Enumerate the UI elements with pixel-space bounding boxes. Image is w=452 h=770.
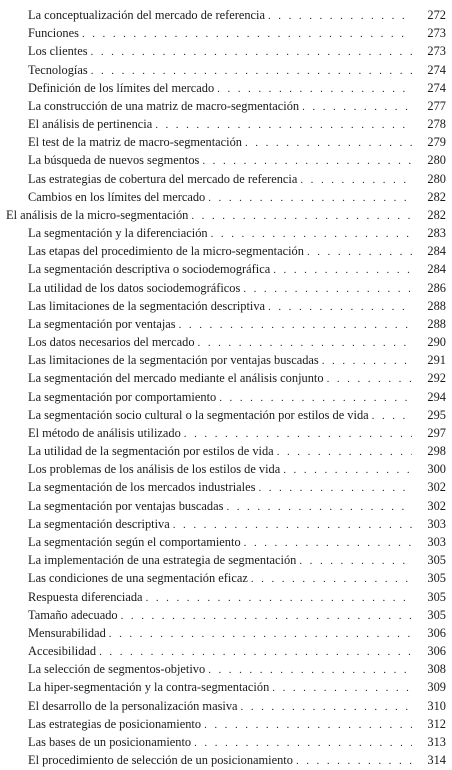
toc-entry-line	[28, 388, 452, 406]
toc-entry-title: La segmentación según el comportamiento	[28, 533, 244, 551]
toc-subsection-entry	[0, 369, 452, 387]
toc-page-number: 278	[412, 115, 452, 133]
toc-entry-title: Accesibilidad	[28, 642, 99, 660]
toc-entry-title: Las limitaciones de la segmentación descriptiva	[28, 297, 268, 315]
dot-leader	[208, 189, 412, 207]
toc-entry-line	[28, 133, 452, 151]
toc-entry-line	[28, 297, 452, 315]
toc-subsection-entry	[0, 61, 452, 79]
toc-entry-line	[28, 733, 452, 751]
toc-entry-line	[28, 224, 452, 242]
dot-leader	[191, 207, 412, 225]
toc-subsection-entry	[0, 751, 452, 769]
toc-entry-line	[28, 170, 452, 188]
toc-subsection-entry	[0, 388, 452, 406]
toc-entry-title: El análisis de pertinencia	[28, 115, 155, 133]
toc-subsection-entry	[0, 460, 452, 478]
toc-entry-line	[28, 151, 452, 169]
toc-subsection-entry	[0, 588, 452, 606]
toc-entry-line	[28, 478, 452, 496]
toc-entry-title: Las limitaciones de la segmentación por ventajas buscadas	[28, 351, 322, 369]
toc-entry-title: La construcción de una matriz de macro-segmentación	[28, 97, 302, 115]
toc-subsection-entry	[0, 715, 452, 733]
dot-leader	[243, 280, 412, 298]
table-of-contents	[0, 6, 452, 769]
toc-page-number: 314	[412, 751, 452, 769]
toc-entry-title: La segmentación por ventajas	[28, 315, 179, 333]
toc-page-number: 282	[412, 206, 452, 224]
toc-page-number: 280	[412, 170, 452, 188]
toc-entry-line	[28, 678, 452, 696]
toc-entry-line	[28, 406, 452, 424]
dot-leader	[273, 261, 412, 279]
toc-entry-title: Tamaño adecuado	[28, 606, 121, 624]
toc-entry-title: La segmentación y la diferenciación	[28, 224, 211, 242]
toc-entry-line	[28, 279, 452, 297]
toc-entry-line	[28, 424, 452, 442]
dot-leader	[121, 607, 412, 625]
toc-entry-line	[28, 260, 452, 278]
dot-leader	[268, 298, 412, 316]
toc-entry-line	[28, 6, 452, 24]
dot-leader	[204, 716, 412, 734]
toc-entry-line	[28, 569, 452, 587]
dot-leader	[179, 316, 412, 334]
toc-entry-line	[28, 697, 452, 715]
toc-subsection-entry	[0, 733, 452, 751]
toc-subsection-entry	[0, 315, 452, 333]
toc-entry-line	[28, 460, 452, 478]
toc-subsection-entry	[0, 188, 452, 206]
dot-leader	[146, 589, 412, 607]
toc-entry-line	[28, 79, 452, 97]
toc-entry-line	[28, 97, 452, 115]
dot-leader	[277, 443, 412, 461]
toc-entry-title: Los problemas de los análisis de los estilos de vida	[28, 460, 283, 478]
toc-page-number: 295	[412, 406, 452, 424]
dot-leader	[300, 171, 412, 189]
dot-leader	[99, 643, 412, 661]
toc-entry-line	[6, 206, 452, 224]
toc-entry-line	[28, 642, 452, 660]
toc-page-number: 284	[412, 260, 452, 278]
toc-entry-title: El análisis de la micro-segmentación	[6, 206, 191, 224]
dot-leader	[372, 407, 412, 425]
dot-leader	[327, 370, 412, 388]
toc-entry-title: Respuesta diferenciada	[28, 588, 146, 606]
dot-leader	[244, 534, 412, 552]
toc-subsection-entry	[0, 551, 452, 569]
toc-entry-title: La segmentación del mercado mediante el análisis conjunto	[28, 369, 327, 387]
toc-entry-line	[28, 188, 452, 206]
toc-entry-line	[28, 242, 452, 260]
toc-entry-line	[28, 369, 452, 387]
dot-leader	[173, 516, 412, 534]
toc-page-number: 312	[412, 715, 452, 733]
dot-leader	[307, 243, 412, 261]
toc-subsection-entry	[0, 297, 452, 315]
toc-page-number: 288	[412, 315, 452, 333]
toc-entry-title: La selección de segmentos-objetivo	[28, 660, 208, 678]
dot-leader	[219, 389, 412, 407]
dot-leader	[208, 661, 412, 679]
toc-subsection-entry	[0, 515, 452, 533]
toc-entry-title: La utilidad de los datos sociodemográficos	[28, 279, 243, 297]
toc-subsection-entry	[0, 260, 452, 278]
toc-subsection-entry	[0, 151, 452, 169]
toc-page-number: 305	[412, 606, 452, 624]
toc-subsection-entry	[0, 424, 452, 442]
toc-entry-line	[28, 497, 452, 515]
toc-entry-title: La hiper-segmentación y la contra-segmentación	[28, 678, 272, 696]
toc-entry-title: Las condiciones de una segmentación eficaz	[28, 569, 251, 587]
dot-leader	[82, 25, 412, 43]
toc-subsection-entry	[0, 115, 452, 133]
dot-leader	[226, 498, 412, 516]
toc-entry-line	[28, 551, 452, 569]
toc-entry-line	[28, 533, 452, 551]
toc-page-number: 297	[412, 424, 452, 442]
toc-subsection-entry	[0, 697, 452, 715]
toc-subsection-entry	[0, 133, 452, 151]
toc-subsection-entry	[0, 224, 452, 242]
toc-page-number: 309	[412, 678, 452, 696]
toc-page-number: 306	[412, 624, 452, 642]
dot-leader	[258, 479, 412, 497]
toc-entry-title: La segmentación descriptiva	[28, 515, 173, 533]
toc-page-number: 294	[412, 388, 452, 406]
dot-leader	[217, 80, 412, 98]
dot-leader	[211, 225, 412, 243]
toc-entry-title: Funciones	[28, 24, 82, 42]
toc-entry-line	[28, 42, 452, 60]
toc-entry-line	[28, 606, 452, 624]
toc-entry-title: El método de análisis utilizado	[28, 424, 184, 442]
dot-leader	[155, 116, 412, 134]
dot-leader	[202, 152, 412, 170]
toc-page-number: 273	[412, 42, 452, 60]
toc-entry-title: El desarrollo de la personalización masiva	[28, 697, 241, 715]
dot-leader	[91, 62, 412, 80]
toc-page-number: 308	[412, 660, 452, 678]
toc-entry-line	[28, 115, 452, 133]
toc-entry-title: La segmentación descriptiva o sociodemográfica	[28, 260, 273, 278]
dot-leader	[194, 734, 412, 752]
toc-subsection-entry	[0, 442, 452, 460]
toc-entry-line	[28, 751, 452, 769]
toc-page-number: 298	[412, 442, 452, 460]
toc-page-number: 303	[412, 515, 452, 533]
toc-entry-title: La segmentación de los mercados industriales	[28, 478, 258, 496]
toc-entry-line	[28, 351, 452, 369]
dot-leader	[109, 625, 412, 643]
toc-page-number: 274	[412, 79, 452, 97]
toc-entry-title: Las estrategias de cobertura del mercado de referencia	[28, 170, 300, 188]
toc-entry-line	[28, 315, 452, 333]
toc-page-number: 306	[412, 642, 452, 660]
toc-entry-title: Las estrategias de posicionamiento	[28, 715, 204, 733]
toc-entry-line	[28, 715, 452, 733]
toc-subsection-entry	[0, 351, 452, 369]
toc-page-number: 283	[412, 224, 452, 242]
dot-leader	[241, 698, 412, 716]
toc-page-number: 305	[412, 588, 452, 606]
toc-subsection-entry	[0, 497, 452, 515]
toc-subsection-entry	[0, 406, 452, 424]
toc-entry-line	[28, 588, 452, 606]
toc-page-number: 282	[412, 188, 452, 206]
toc-subsection-entry	[0, 6, 452, 24]
toc-page-number: 288	[412, 297, 452, 315]
toc-entry-title: Los datos necesarios del mercado	[28, 333, 198, 351]
toc-page-number: 310	[412, 697, 452, 715]
toc-subsection-entry	[0, 624, 452, 642]
toc-entry-title: La utilidad de la segmentación por estilos de vida	[28, 442, 277, 460]
toc-page-number: 284	[412, 242, 452, 260]
toc-subsection-entry	[0, 569, 452, 587]
toc-page-number: 302	[412, 478, 452, 496]
toc-subsection-entry	[0, 678, 452, 696]
toc-page-number: 302	[412, 497, 452, 515]
dot-leader	[299, 552, 412, 570]
toc-page-number: 280	[412, 151, 452, 169]
toc-entry-line	[28, 333, 452, 351]
toc-subsection-entry	[0, 24, 452, 42]
dot-leader	[251, 570, 412, 588]
toc-subsection-entry	[0, 42, 452, 60]
toc-subsection-entry	[0, 533, 452, 551]
dot-leader	[184, 425, 412, 443]
toc-page-number: 273	[412, 24, 452, 42]
toc-subsection-entry	[0, 97, 452, 115]
dot-leader	[302, 98, 412, 116]
toc-subsection-entry	[0, 333, 452, 351]
toc-entry-title: La conceptualización del mercado de referencia	[28, 6, 268, 24]
dot-leader	[296, 752, 412, 770]
dot-leader	[198, 334, 412, 352]
toc-subsection-entry	[0, 79, 452, 97]
toc-entry-title: Los clientes	[28, 42, 91, 60]
toc-page-number: 300	[412, 460, 452, 478]
toc-page-number: 292	[412, 369, 452, 387]
toc-subsection-entry	[0, 642, 452, 660]
dot-leader	[91, 43, 412, 61]
toc-page-number: 305	[412, 569, 452, 587]
dot-leader	[268, 7, 412, 25]
dot-leader	[283, 461, 412, 479]
toc-entry-title: El test de la matriz de macro-segmentación	[28, 133, 245, 151]
toc-entry-line	[28, 624, 452, 642]
toc-entry-line	[28, 515, 452, 533]
toc-entry-line	[28, 442, 452, 460]
toc-page-number: 313	[412, 733, 452, 751]
toc-entry-title: La segmentación por comportamiento	[28, 388, 219, 406]
toc-page-number: 279	[412, 133, 452, 151]
toc-subsection-entry	[0, 279, 452, 297]
toc-page-number: 277	[412, 97, 452, 115]
toc-page-number: 286	[412, 279, 452, 297]
toc-subsection-entry	[0, 606, 452, 624]
toc-page-number: 305	[412, 551, 452, 569]
toc-entry-title: El procedimiento de selección de un posicionamiento	[28, 751, 296, 769]
dot-leader	[272, 679, 412, 697]
toc-page-number: 291	[412, 351, 452, 369]
toc-entry-title: Definición de los límites del mercado	[28, 79, 217, 97]
toc-page-number: 274	[412, 61, 452, 79]
toc-entry-title: La implementación de una estrategia de segmentación	[28, 551, 299, 569]
toc-subsection-entry	[0, 170, 452, 188]
dot-leader	[322, 352, 412, 370]
toc-entry-title: Las bases de un posicionamiento	[28, 733, 194, 751]
toc-entry-title: La búsqueda de nuevos segmentos	[28, 151, 202, 169]
toc-entry-title: Las etapas del procedimiento de la micro-segmentación	[28, 242, 307, 260]
toc-entry-line	[28, 61, 452, 79]
toc-entry-line	[28, 24, 452, 42]
toc-subsection-entry	[0, 242, 452, 260]
toc-entry-title: La segmentación por ventajas buscadas	[28, 497, 226, 515]
toc-subsection-entry	[0, 478, 452, 496]
toc-entry-line	[28, 660, 452, 678]
toc-page-number: 272	[412, 6, 452, 24]
toc-subsection-entry	[0, 660, 452, 678]
toc-entry-title: Tecnologías	[28, 61, 91, 79]
toc-page-number: 303	[412, 533, 452, 551]
toc-page-number: 290	[412, 333, 452, 351]
toc-section-entry	[0, 206, 452, 224]
toc-entry-title: La segmentación socio cultural o la segmentación por estilos de vida	[28, 406, 372, 424]
toc-entry-title: Cambios en los límites del mercado	[28, 188, 208, 206]
toc-entry-title: Mensurabilidad	[28, 624, 109, 642]
dot-leader	[245, 134, 412, 152]
